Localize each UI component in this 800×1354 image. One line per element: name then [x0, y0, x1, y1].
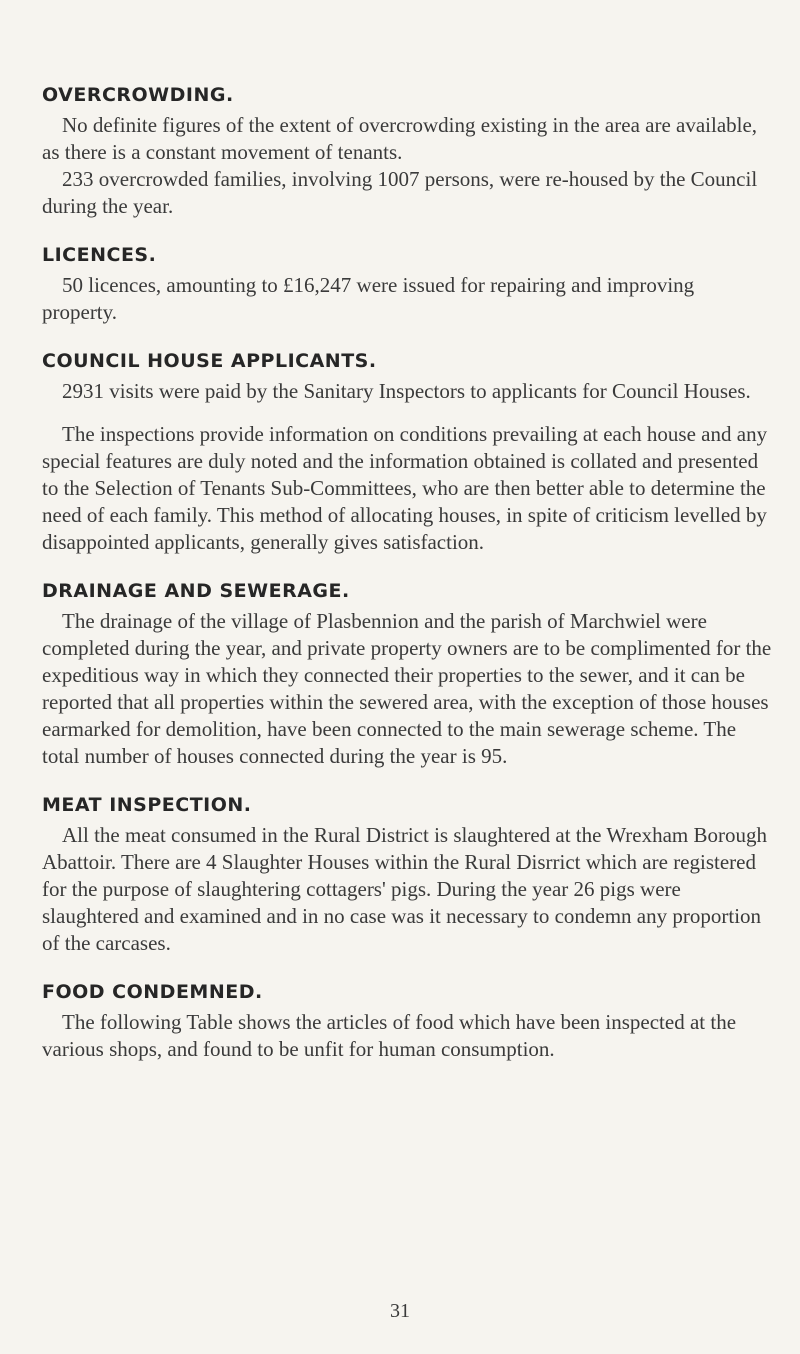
section-food-condemned [42, 979, 772, 1063]
section-heading: FOOD CONDEMNED. [42, 981, 263, 1003]
section-drainage-and-sewerage [42, 578, 772, 770]
section-meat-inspection [42, 792, 772, 957]
section-heading: DRAINAGE AND SEWERAGE. [42, 580, 350, 602]
section-gap [42, 957, 772, 979]
section-paragraph: All the meat consumed in the Rural District is slaughtered at the Wrexham Borough Abattoir. There are 4 Slaughter Houses within the Rural Disrrict which are registered for the purpose of slaughtering cottagers' pigs. During the year 26 pigs were slaughtered and examined and in no case was it necessary to condemn any proportion of the carcases. [42, 823, 768, 955]
section-paragraph: 233 overcrowded families, involving 1007 persons, were re-housed by the Council during the year. [42, 167, 758, 218]
page-number: 31 [390, 1300, 410, 1322]
section-heading: OVERCROWDING. [42, 84, 234, 106]
section-paragraph: 50 licences, amounting to £16,247 were issued for repairing and improving property. [42, 273, 695, 324]
section-gap [42, 556, 772, 578]
section-overcrowding [42, 82, 772, 220]
section-gap [42, 326, 772, 348]
section-gap [42, 220, 772, 242]
section-paragraph: The drainage of the village of Plasbennion and the parish of Marchwiel were completed during the year, and private property owners are to be complimented for the expeditious way in which they connected their properties to the sewer, and it can be reported that all properties within the sewered area, with the exception of those houses earmarked for demolition, have been connected to the main sewerage scheme. The total number of houses connected during the year is 95. [42, 609, 772, 768]
section-paragraph: No definite figures of the extent of overcrowding existing in the area are available, as there is a constant movement of tenants. [42, 113, 758, 164]
section-heading: LICENCES. [42, 244, 157, 266]
section-licences [42, 242, 772, 326]
section-paragraph: The inspections provide information on conditions prevailing at each house and any special features are duly noted and the information obtained is collated and presented to the Selection of Tenants Sub-Committees, who are then better able to determine the need of each family. This method of allocating houses, in spite of criticism levelled by disappointed applicants, generally gives satisfaction. [42, 422, 768, 554]
section-council-house-applicants [42, 348, 772, 556]
section-paragraph: The following Table shows the articles of food which have been inspected at the various shops, and found to be unfit for human consumption. [42, 1010, 737, 1061]
section-heading: COUNCIL HOUSE APPLICANTS. [42, 350, 377, 372]
section-heading: MEAT INSPECTION. [42, 794, 252, 816]
section-paragraph: 2931 visits were paid by the Sanitary Inspectors to applicants for Council Houses. [62, 379, 751, 403]
section-gap [42, 770, 772, 792]
document-page [42, 82, 772, 1063]
